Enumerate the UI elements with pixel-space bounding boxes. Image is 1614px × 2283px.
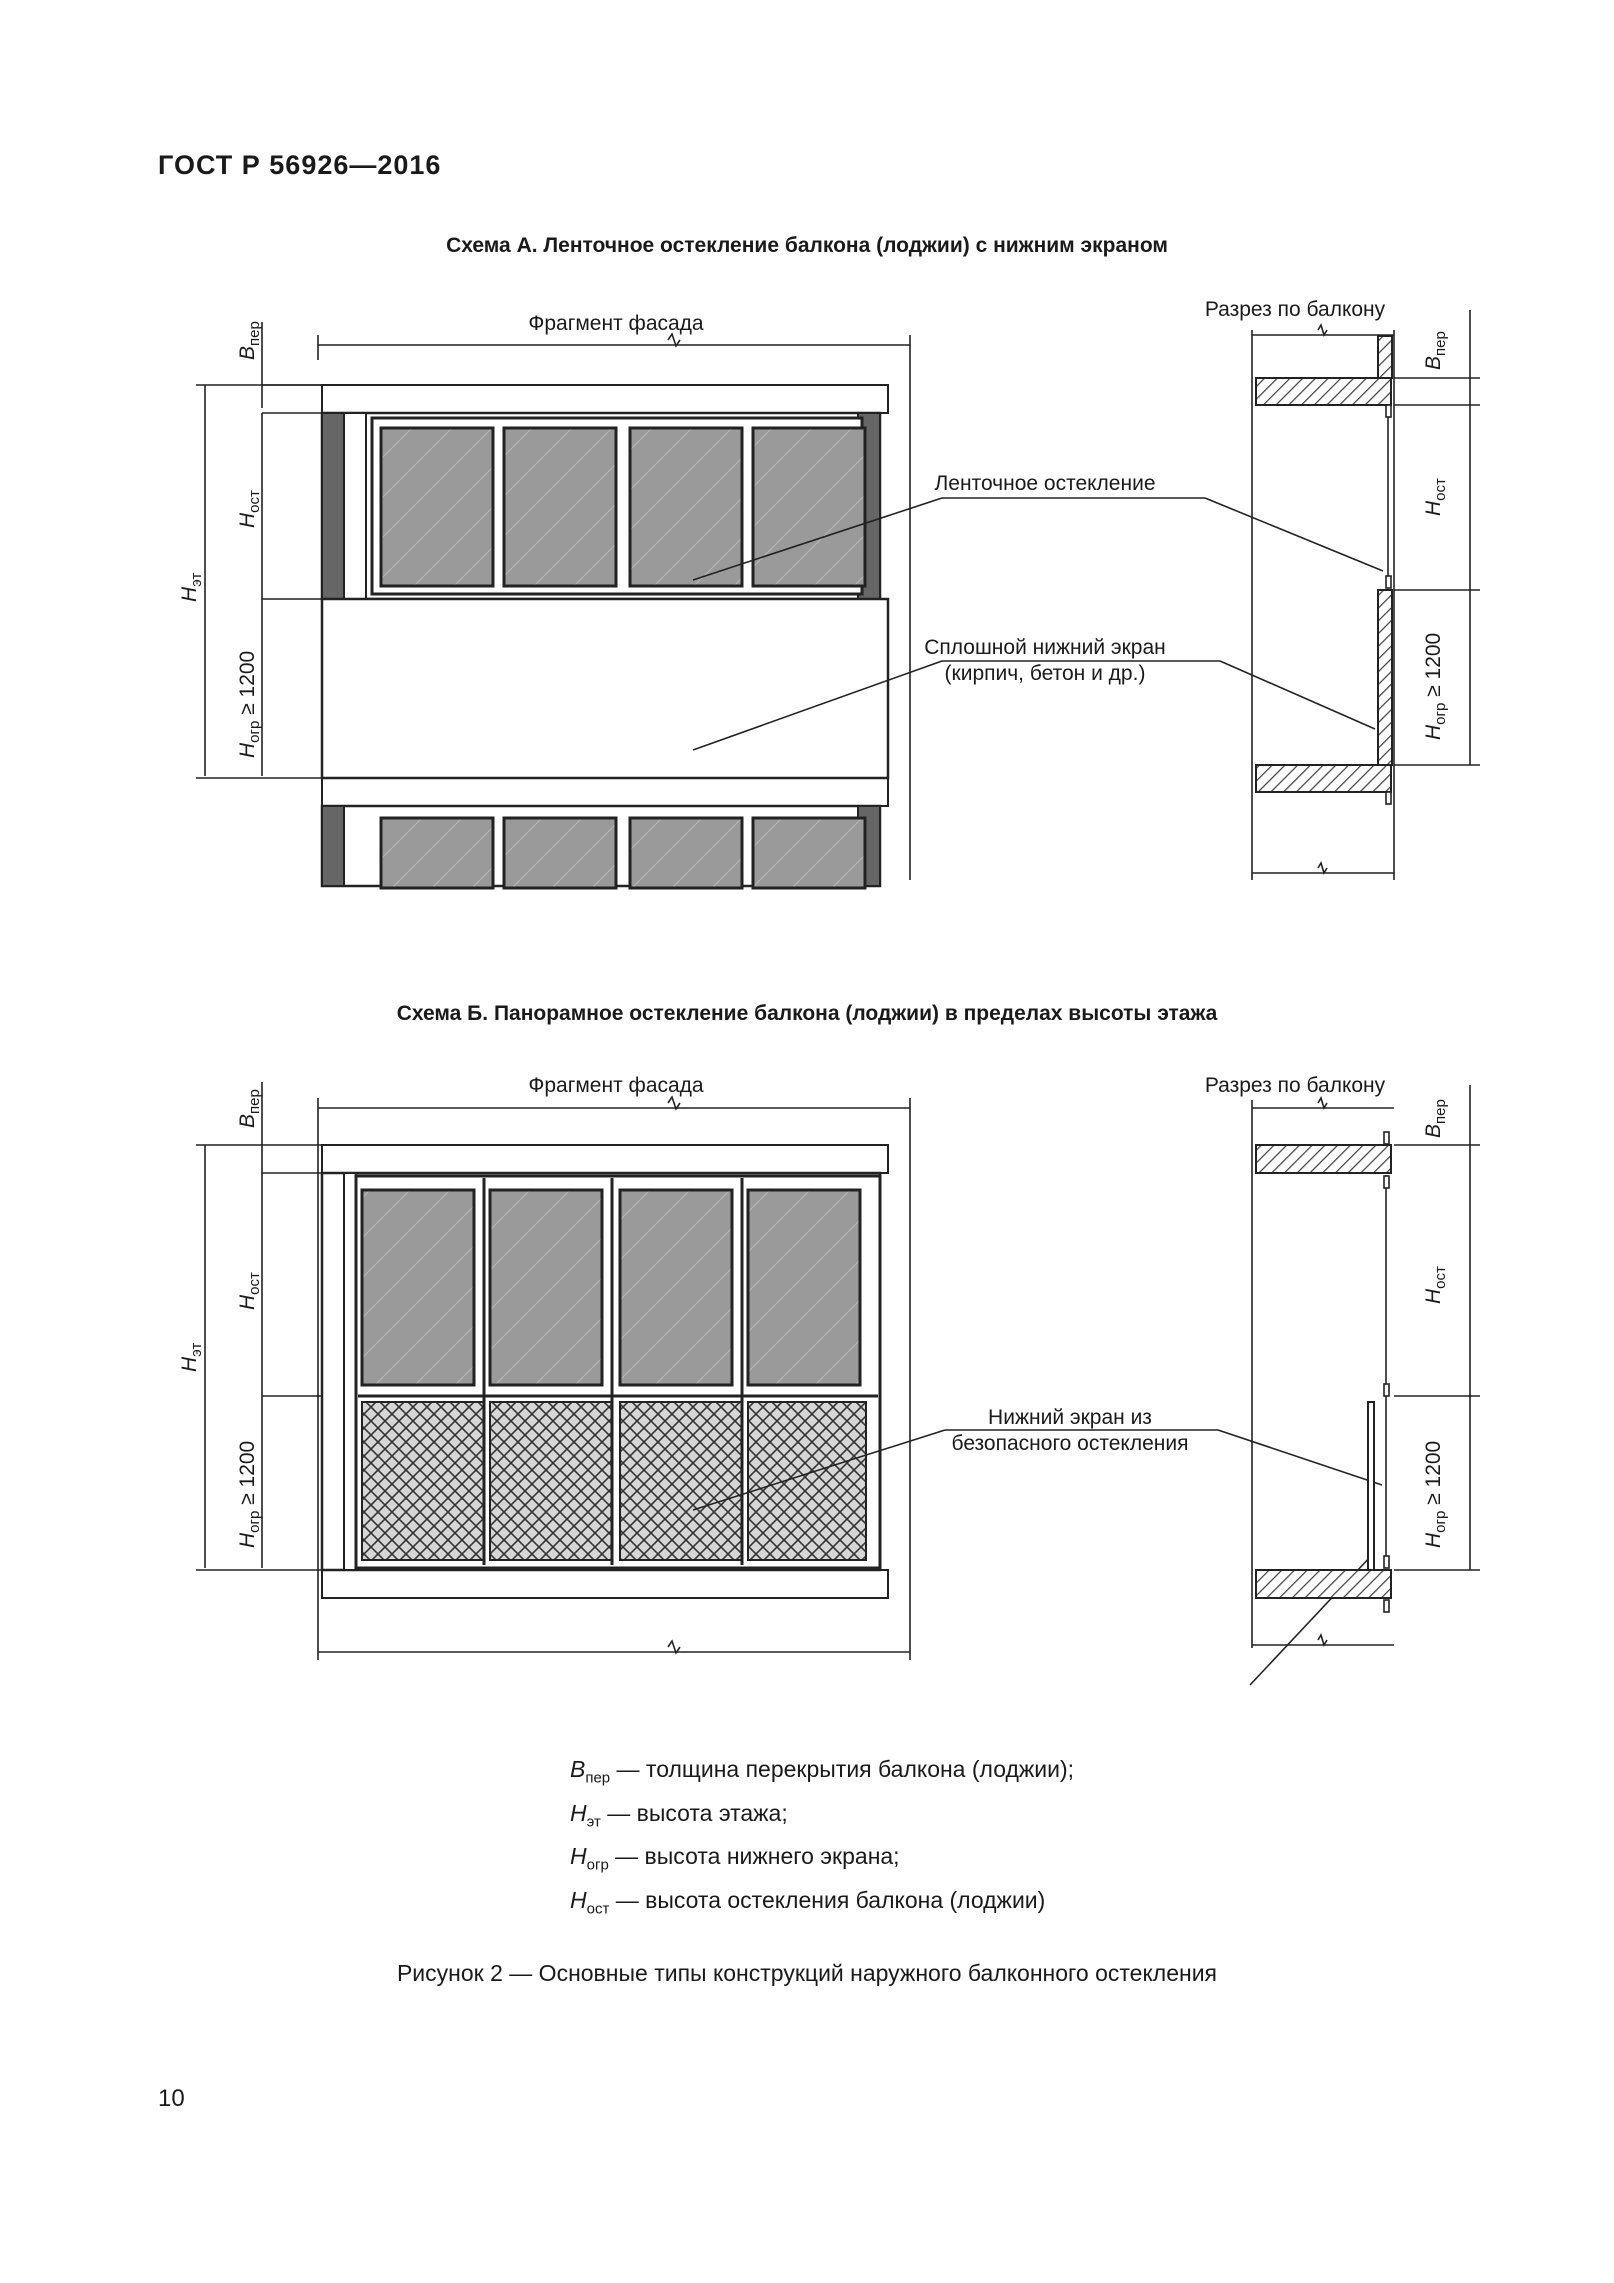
legend (570, 1752, 1074, 1926)
scheme-a-section-label: Разрез по балкону (1204, 298, 1386, 321)
scheme-b-dim-h-et: $H_{эт}$ (178, 1342, 205, 1372)
scheme-a-diagram (0, 0, 1614, 920)
scheme-b-dim-h-ost: $H_{ост}$ (236, 1272, 263, 1310)
scheme-a-callout-screen-line2: (кирпич, бетон и др.) (944, 662, 1146, 685)
page-number: 10 (158, 2085, 185, 2112)
scheme-a-section-screen (1378, 590, 1392, 765)
scheme-a-slab-bottom (322, 778, 888, 806)
figure-caption: Рисунок 2 — Основные типы конструкций наружного балконного остекления (396, 1960, 1218, 1986)
scheme-a-section-slab-bottom (1256, 765, 1391, 792)
scheme-a-callout-screen-line1: Сплошной нижний экран (924, 636, 1166, 659)
scheme-a-section-dim-h-ogr: $H_{огр} \ge 1200$ (1422, 632, 1449, 740)
scheme-a-section-slab-top (1256, 378, 1391, 405)
document-header: ГОСТ Р 56926—2016 (158, 150, 442, 180)
scheme-a-section-dim-b: $B_{пер}$ (1422, 331, 1449, 370)
scheme-b-section-slab-top (1256, 1145, 1391, 1173)
legend-item: $H_{эт}$ — высота этажа; (570, 1799, 788, 1831)
legend-item: $H_{ост}$ — высота остекления балкона (лоджии) (570, 1886, 1046, 1918)
legend-item: $B_{пер}$ — толщина перекрытия балкона (лоджии); (570, 1756, 1075, 1787)
scheme-a-dim-b: $B_{пер}$ (236, 321, 263, 360)
scheme-a-facade-label: Фрагмент фасада (528, 312, 704, 335)
scheme-b-dim-h-ogr: $H_{огр} \ge 1200$ (236, 1440, 263, 1548)
scheme-a-dim-h-et: $H_{эт}$ (178, 572, 205, 602)
scheme-b-diagram (0, 1040, 1614, 1700)
scheme-a-section-parapet-top (1378, 336, 1392, 378)
scheme-b-section-dim-h-ost: $H_{ост}$ (1422, 1266, 1449, 1304)
scheme-b-slab-top (322, 1145, 888, 1173)
scheme-b-callout-screen-line2: безопасного остекления (951, 1432, 1189, 1455)
scheme-b-slab-bottom (322, 1570, 888, 1598)
scheme-b-section-label: Разрез по балкону (1204, 1074, 1386, 1097)
legend-item: $H_{огр}$ — высота нижнего экрана; (570, 1843, 900, 1874)
scheme-b-section-safety-glass (1368, 1402, 1374, 1570)
scheme-a-callout-glazing: Ленточное остекление (934, 472, 1156, 495)
scheme-a-slab-top (322, 385, 888, 413)
scheme-b-section-slab-bottom (1256, 1570, 1391, 1598)
scheme-b-section-dim-h-ogr: $H_{огр} \ge 1200$ (1422, 1440, 1449, 1548)
scheme-a-dim-h-ogr: $H_{огр} \ge 1200$ (236, 650, 263, 758)
scheme-b-facade-label: Фрагмент фасада (528, 1074, 704, 1097)
scheme-b-left-dimensions (196, 1082, 322, 1570)
scheme-a-dim-h-ost: $H_{ост}$ (236, 490, 263, 528)
scheme-a-glazing-band (322, 413, 880, 599)
scheme-b-panoramic-glazing (322, 1173, 880, 1570)
scheme-a-lower-glazing (322, 806, 880, 888)
scheme-b-title: Схема Б. Панорамное остекление балкона (лоджии) в пределах высоты этажа (396, 1002, 1218, 1025)
scheme-b-section-dim-b: $B_{пер}$ (1422, 1099, 1449, 1138)
scheme-b-callout-screen-line1: Нижний экран из (988, 1406, 1152, 1429)
scheme-a-solid-screen (322, 599, 888, 778)
scheme-a-left-dimensions (196, 322, 322, 778)
scheme-b-dim-b: $B_{пер}$ (236, 1089, 263, 1128)
scheme-a-title: Схема А. Ленточное остекление балкона (лоджии) с нижним экраном (446, 234, 1168, 257)
scheme-a-section-dim-h-ost: $H_{ост}$ (1422, 478, 1449, 516)
